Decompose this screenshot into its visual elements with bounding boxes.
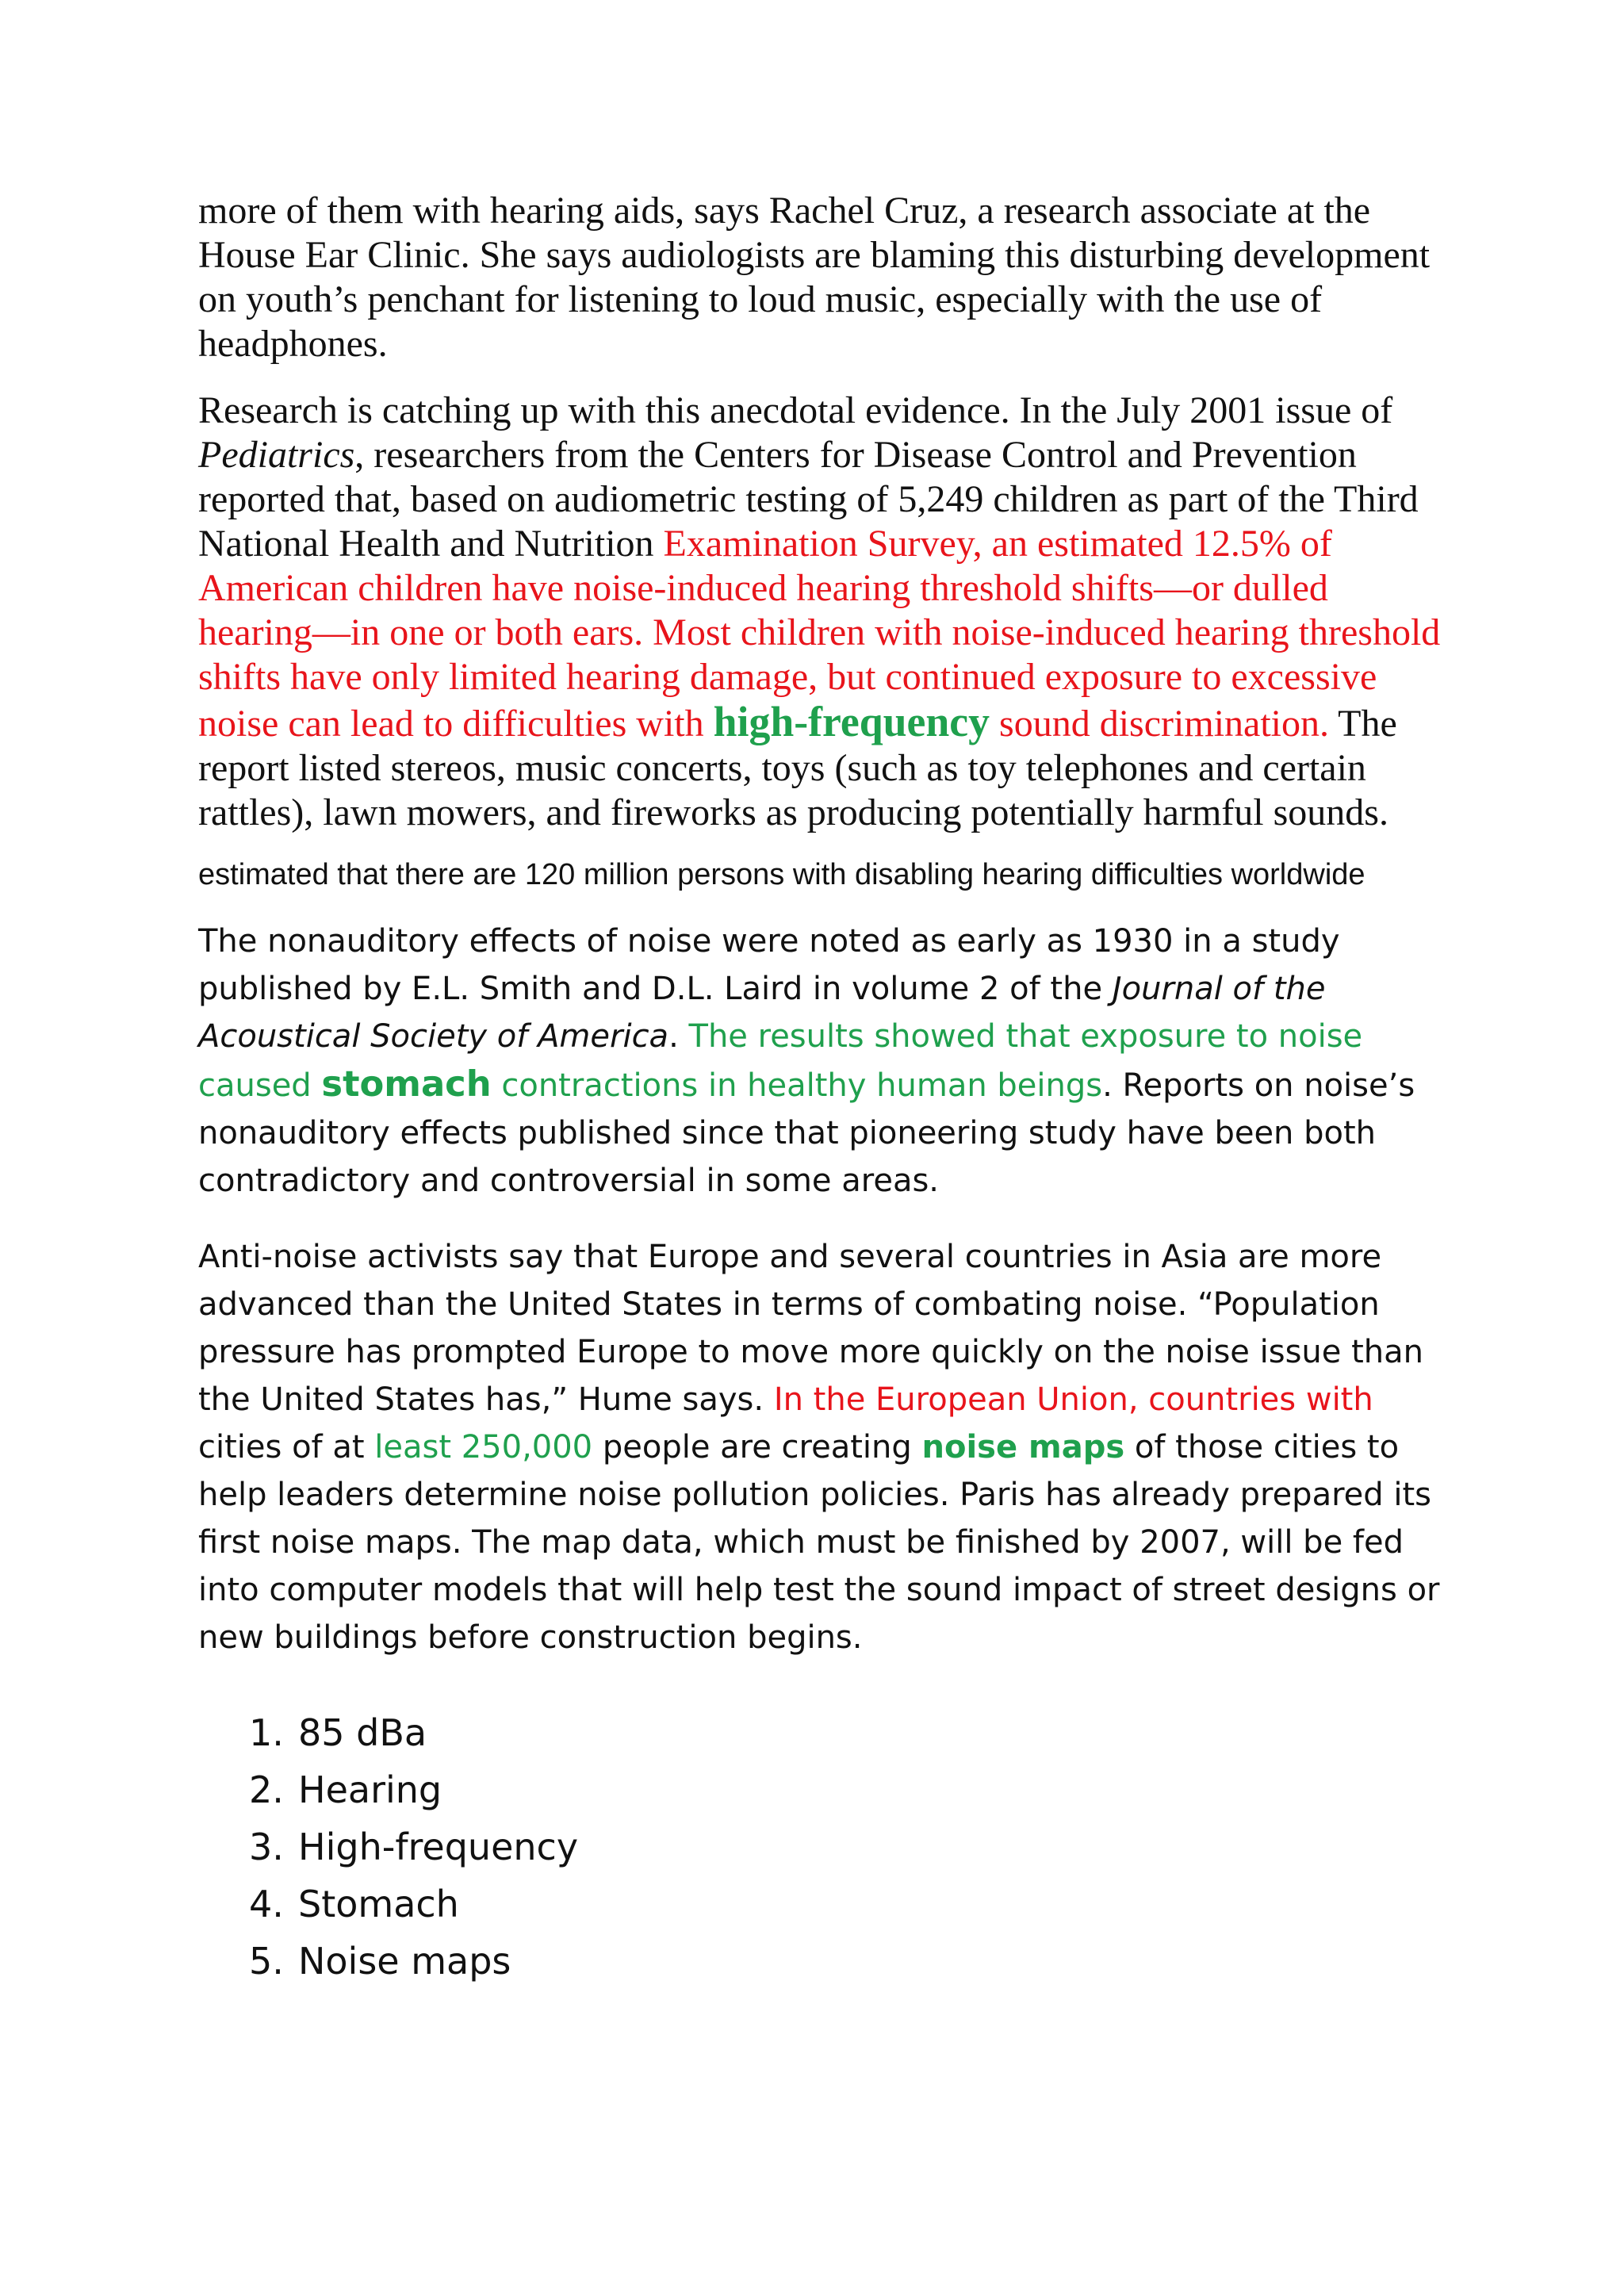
list-item (198, 1875, 1451, 1933)
list-item (198, 1818, 1451, 1875)
paragraph-anti-noise-activists (198, 1233, 1451, 1661)
text-run: Research is catching up with this anecdotal evidence. In the July 2001 issue of (198, 389, 1393, 431)
text-run: people are creating (592, 1429, 922, 1466)
keyword-stomach: stomach (321, 1063, 492, 1105)
highlighted-red-text: In the European Union, countries with (773, 1381, 1373, 1418)
document-page (198, 189, 1451, 1990)
paragraph-text: more of them with hearing aids, says Rachel Cruz, a research associate at the House Ear Clinic. She says audiologists are blaming this disturbing development on youth’s penchant for listening to loud music, especially with the use of headphones. (198, 190, 1431, 365)
highlighted-green-text: The results showed that exposure to noise caused (198, 1018, 1363, 1104)
text-run: The report listed stereos, music concerts, toys (such as toy telephones and certain rattles), lawn mowers, and fireworks as producing potentially harmful sounds. (198, 703, 1397, 833)
keyword-noise-maps: noise maps (921, 1429, 1125, 1466)
list-item (198, 1704, 1451, 1761)
text-run: . (668, 1018, 689, 1055)
keyword-high-frequency: high-frequency (713, 698, 990, 745)
text-run: of those cities to help leaders determine noise pollution policies. Paris has already prepared its first noise maps. The map data, which must be finished by 2007, will be fed into computer models that will help test the sound impact of street designs or new buildings before construction begins. (198, 1429, 1440, 1656)
list-item-text: Stomach (298, 1883, 459, 1925)
paragraph-research (198, 389, 1451, 835)
text-run: cities of at (198, 1429, 375, 1466)
highlighted-green-text: contractions in healthy human beings (491, 1067, 1103, 1104)
journal-title: Pediatrics (198, 434, 355, 476)
list-item-text: High-frequency (298, 1826, 579, 1868)
text-run: Anti-noise activists say that Europe and several countries in Asia are more advanced than the United States in terms of combating noise. “Population pressure has prompted Europe to move more quickly on the noise issue than the United States has,” Hume says. (198, 1239, 1423, 1418)
list-number: 1. (249, 1711, 284, 1754)
list-item (198, 1761, 1451, 1818)
text-run: The nonauditory effects of noise were noted as early as 1930 in a study published by E.L. Smith and D.L. Laird in volume 2 of the (198, 923, 1340, 1007)
answer-list (198, 1704, 1451, 1990)
journal-title: Journal of the Acoustical Society of America (198, 971, 1326, 1055)
list-number: 4. (249, 1883, 284, 1925)
text-run: , researchers from the Centers for Disease Control and Prevention reported that, based on audiometric testing of 5,249 children as part of the Third National Health and Nutrition (198, 434, 1419, 565)
paragraph-hearing-aids (198, 189, 1451, 366)
paragraph-worldwide-estimate (198, 856, 1451, 894)
highlighted-red-text: sound discrimination. (990, 703, 1329, 745)
list-item-text: 85 dBa (298, 1711, 427, 1754)
highlighted-green-text: least 250,000 (374, 1429, 593, 1466)
highlighted-red-text: Examination Survey, an estimated 12.5% of American children have noise-induced hearing threshold shifts—or dulled hearing—in one or both ears. Most children with noise-induced hearing threshold shifts have only limited hearing damage, but continued exposure to excessive noise can lead to difficulties with (198, 523, 1441, 745)
list-number: 3. (249, 1826, 284, 1868)
list-number: 2. (249, 1768, 284, 1811)
paragraph-nonauditory-effects (198, 918, 1451, 1205)
list-item-text: Noise maps (298, 1940, 511, 1983)
paragraph-text: estimated that there are 120 million persons with disabling hearing difficulties worldwide (198, 858, 1365, 891)
list-item-text: Hearing (298, 1768, 442, 1811)
list-item (198, 1933, 1451, 1990)
list-number: 5. (249, 1940, 284, 1983)
text-run: . Reports on noise’s nonauditory effects published since that pioneering study have been both contradictory and controversial in some areas. (198, 1067, 1415, 1199)
